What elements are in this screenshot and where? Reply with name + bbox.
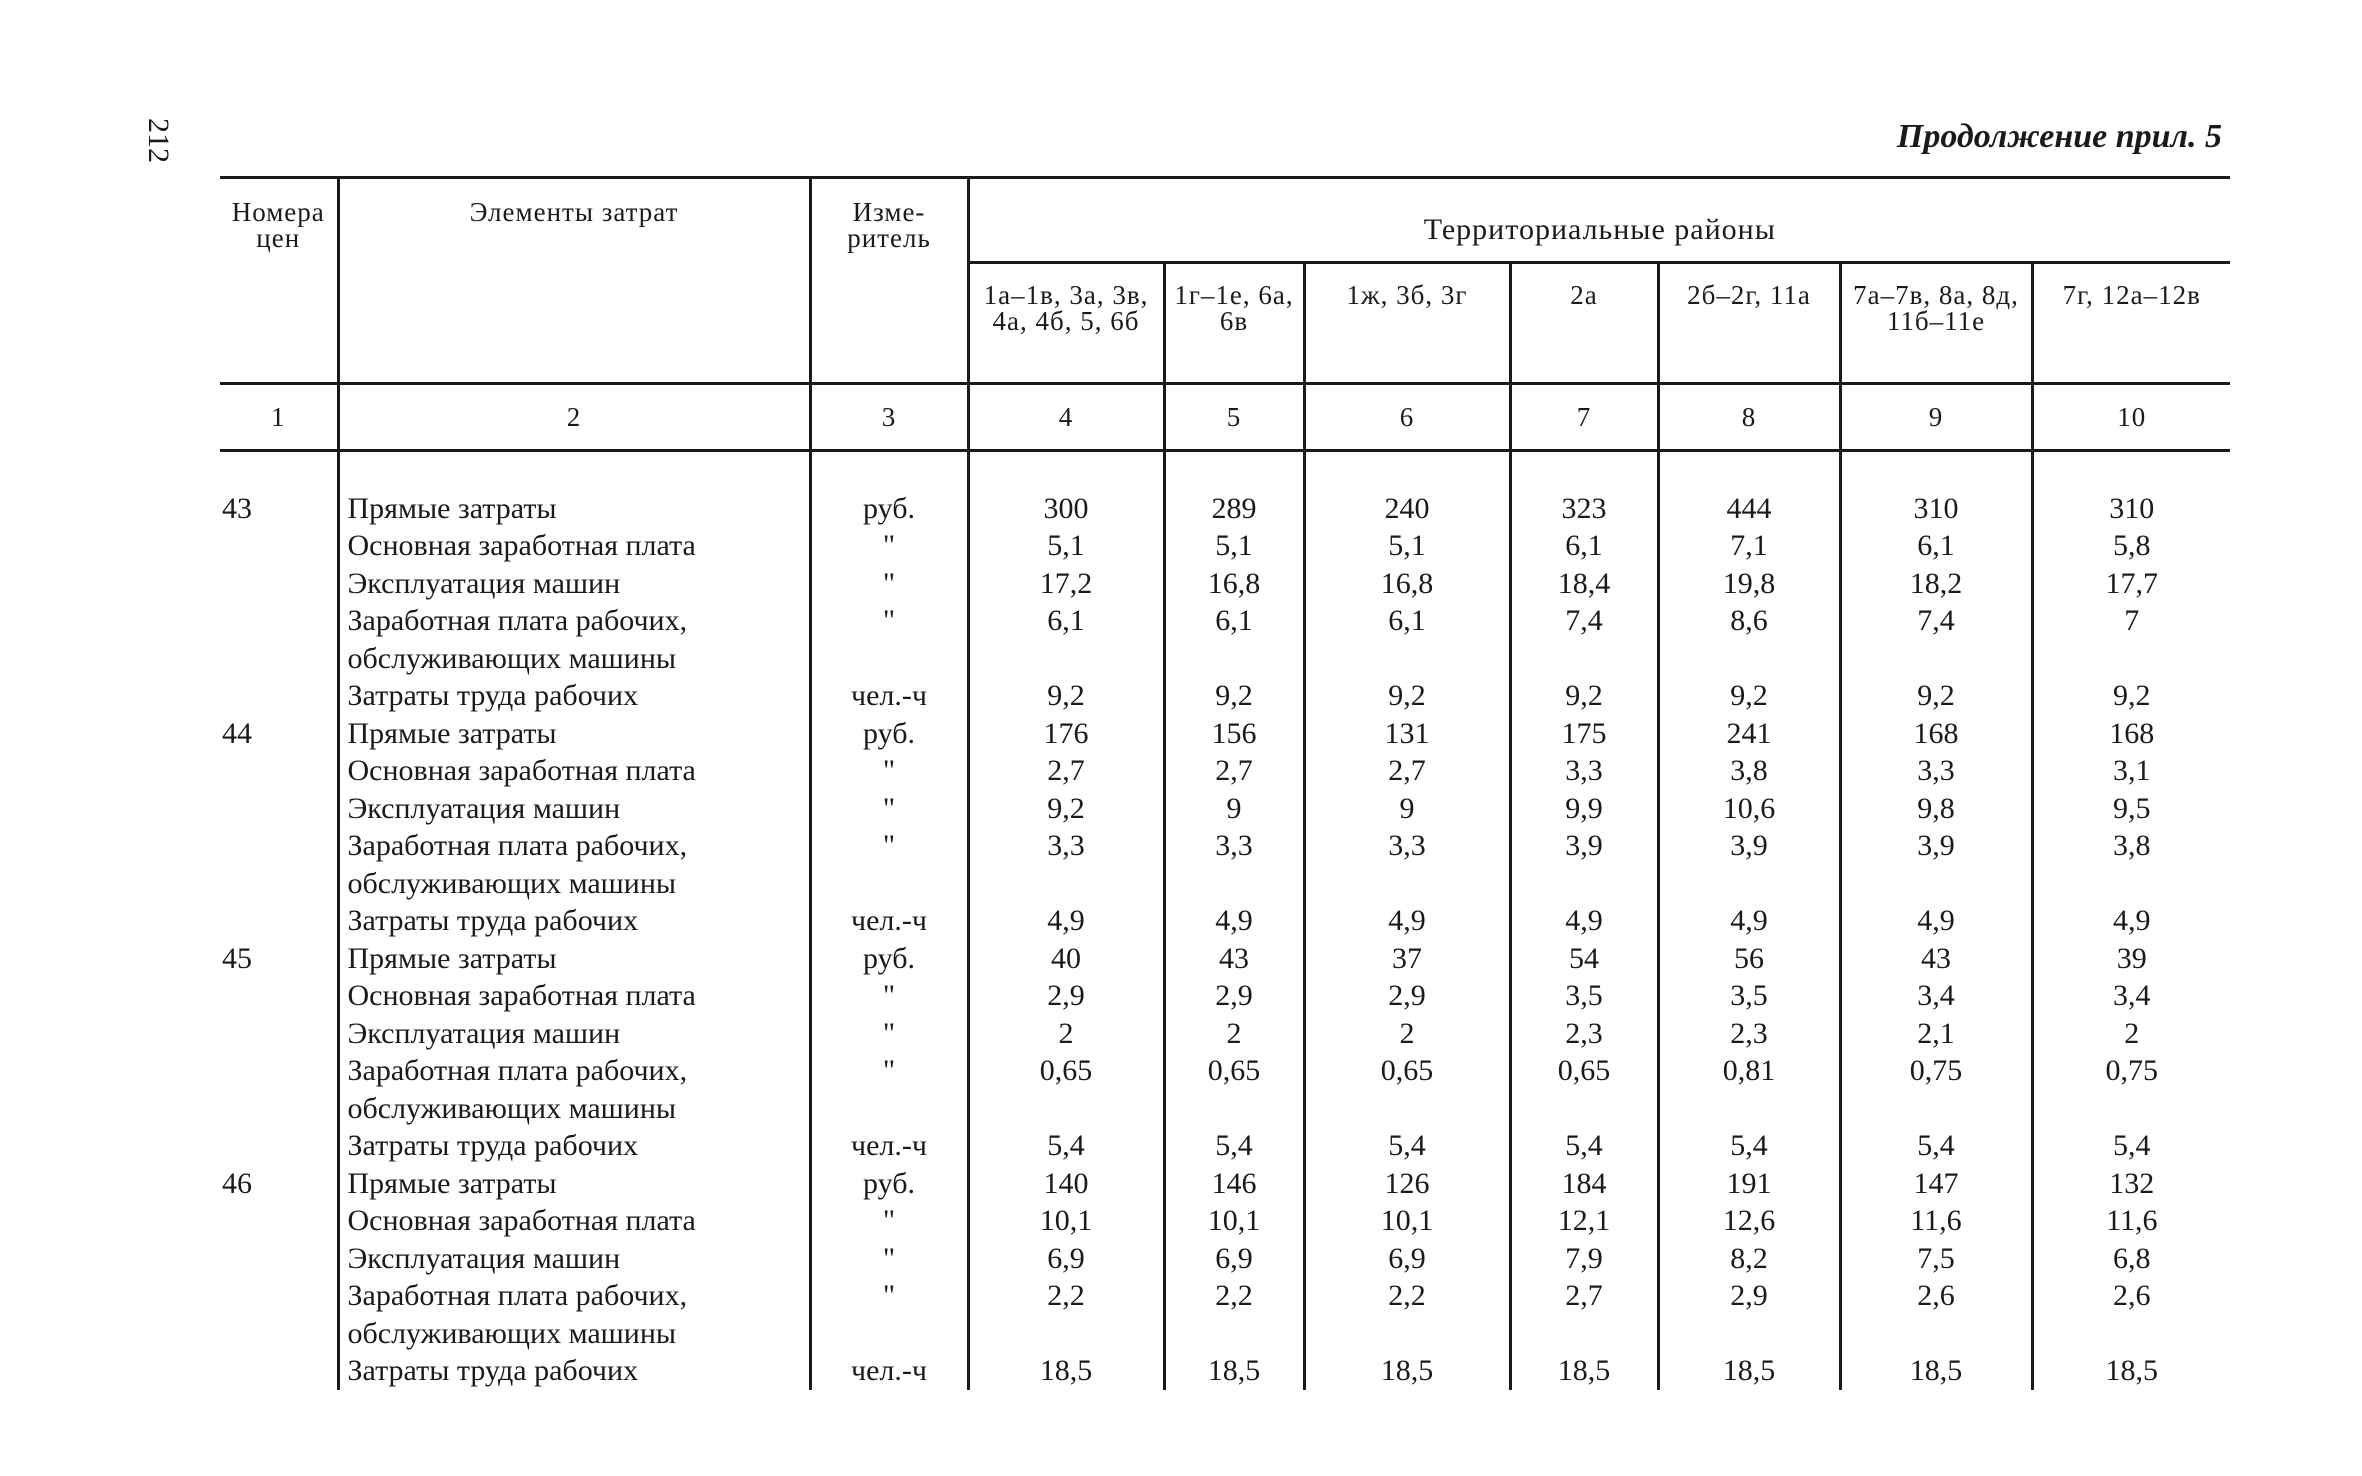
value-cell: 6,1 xyxy=(1510,527,1658,565)
value-cell: 18,5 xyxy=(2032,1352,2230,1390)
header-district-group: 7г, 12а–12в xyxy=(2032,263,2230,384)
value-cell: 7,9 xyxy=(1510,1240,1658,1278)
value-cell: 147 xyxy=(1840,1165,2032,1203)
value-cell: 6,9 xyxy=(968,1240,1164,1278)
value-cell: 2,9 xyxy=(1164,977,1304,1015)
value-cell: 2,9 xyxy=(1304,977,1510,1015)
cost-element-cell: Заработная плата рабочих, обслуживающих машины xyxy=(338,602,810,677)
cost-element-cell: Прямые затраты xyxy=(338,1165,810,1203)
value-cell: 3,8 xyxy=(2032,827,2230,902)
value-cell: 444 xyxy=(1658,490,1840,528)
price-number-cell xyxy=(220,1015,338,1053)
unit-cell: руб. xyxy=(810,715,968,753)
value-cell: 11,6 xyxy=(2032,1202,2230,1240)
unit-cell: " xyxy=(810,602,968,677)
value-cell: 19,8 xyxy=(1658,565,1840,603)
price-number-cell xyxy=(220,1240,338,1278)
cost-element-cell: Заработная плата рабочих, обслуживающих машины xyxy=(338,827,810,902)
value-cell: 16,8 xyxy=(1304,565,1510,603)
value-cell: 6,1 xyxy=(1304,602,1510,677)
value-cell: 8,6 xyxy=(1658,602,1840,677)
table-row xyxy=(220,677,2230,715)
value-cell: 2,6 xyxy=(2032,1277,2230,1352)
value-cell: 11,6 xyxy=(1840,1202,2032,1240)
cost-element-cell: Эксплуатация машин xyxy=(338,1240,810,1278)
value-cell: 2,3 xyxy=(1510,1015,1658,1053)
value-cell: 146 xyxy=(1164,1165,1304,1203)
price-number-cell xyxy=(220,1277,338,1352)
value-cell: 4,9 xyxy=(1164,902,1304,940)
price-number-cell xyxy=(220,677,338,715)
value-cell: 0,65 xyxy=(1164,1052,1304,1127)
table-row xyxy=(220,790,2230,828)
value-cell: 2,3 xyxy=(1658,1015,1840,1053)
unit-cell: " xyxy=(810,790,968,828)
value-cell: 6,9 xyxy=(1304,1240,1510,1278)
value-cell: 56 xyxy=(1658,940,1840,978)
value-cell: 5,1 xyxy=(1304,527,1510,565)
unit-cell: чел.-ч xyxy=(810,1127,968,1165)
value-cell: 2,9 xyxy=(968,977,1164,1015)
value-cell: 2,7 xyxy=(1164,752,1304,790)
value-cell: 2,7 xyxy=(968,752,1164,790)
value-cell: 5,4 xyxy=(968,1127,1164,1165)
value-cell: 3,4 xyxy=(1840,977,2032,1015)
table-row xyxy=(220,1015,2230,1053)
price-number-cell xyxy=(220,1352,338,1390)
table-row xyxy=(220,527,2230,565)
table-row xyxy=(220,1240,2230,1278)
price-number-cell xyxy=(220,565,338,603)
price-number-cell xyxy=(220,902,338,940)
unit-cell: " xyxy=(810,827,968,902)
unit-cell: " xyxy=(810,977,968,1015)
value-cell: 2,7 xyxy=(1304,752,1510,790)
price-number-cell xyxy=(220,1202,338,1240)
table-row xyxy=(220,1202,2230,1240)
value-cell: 10,1 xyxy=(1164,1202,1304,1240)
value-cell: 4,9 xyxy=(2032,902,2230,940)
unit-cell: " xyxy=(810,1015,968,1053)
value-cell: 3,1 xyxy=(2032,752,2230,790)
value-cell: 2 xyxy=(2032,1015,2230,1053)
value-cell: 18,5 xyxy=(1510,1352,1658,1390)
value-cell: 3,4 xyxy=(2032,977,2230,1015)
value-cell: 5,4 xyxy=(1164,1127,1304,1165)
value-cell: 2,2 xyxy=(1304,1277,1510,1352)
unit-cell: руб. xyxy=(810,940,968,978)
cost-element-cell: Затраты труда рабочих xyxy=(338,677,810,715)
table-row xyxy=(220,565,2230,603)
value-cell: 8,2 xyxy=(1658,1240,1840,1278)
table-row xyxy=(220,752,2230,790)
value-cell: 131 xyxy=(1304,715,1510,753)
value-cell: 176 xyxy=(968,715,1164,753)
value-cell: 300 xyxy=(968,490,1164,528)
unit-cell: чел.-ч xyxy=(810,1352,968,1390)
value-cell: 3,8 xyxy=(1658,752,1840,790)
table-row xyxy=(220,490,2230,528)
header-district-group: 1ж, 3б, 3г xyxy=(1304,263,1510,384)
header-district-group: 2а xyxy=(1510,263,1658,384)
value-cell: 289 xyxy=(1164,490,1304,528)
value-cell: 12,6 xyxy=(1658,1202,1840,1240)
value-cell: 2 xyxy=(968,1015,1164,1053)
value-cell: 0,65 xyxy=(968,1052,1164,1127)
value-cell: 43 xyxy=(1840,940,2032,978)
value-cell: 5,4 xyxy=(2032,1127,2230,1165)
value-cell: 140 xyxy=(968,1165,1164,1203)
value-cell: 3,5 xyxy=(1658,977,1840,1015)
cost-element-cell: Прямые затраты xyxy=(338,715,810,753)
value-cell: 2,6 xyxy=(1840,1277,2032,1352)
value-cell: 18,4 xyxy=(1510,565,1658,603)
price-number-cell xyxy=(220,977,338,1015)
value-cell: 39 xyxy=(2032,940,2230,978)
value-cell: 9,2 xyxy=(1840,677,2032,715)
column-number: 7 xyxy=(1510,384,1658,451)
value-cell: 17,7 xyxy=(2032,565,2230,603)
column-number: 6 xyxy=(1304,384,1510,451)
unit-cell: " xyxy=(810,1277,968,1352)
cost-element-cell: Основная заработная плата xyxy=(338,752,810,790)
value-cell: 9,5 xyxy=(2032,790,2230,828)
column-number: 2 xyxy=(338,384,810,451)
cost-element-cell: Эксплуатация машин xyxy=(338,565,810,603)
value-cell: 5,4 xyxy=(1658,1127,1840,1165)
table-row xyxy=(220,1165,2230,1203)
value-cell: 7,4 xyxy=(1840,602,2032,677)
column-number: 10 xyxy=(2032,384,2230,451)
unit-cell: " xyxy=(810,1052,968,1127)
table-body xyxy=(220,451,2230,1390)
cost-element-cell: Затраты труда рабочих xyxy=(338,902,810,940)
value-cell: 5,4 xyxy=(1840,1127,2032,1165)
value-cell: 9,2 xyxy=(1510,677,1658,715)
value-cell: 126 xyxy=(1304,1165,1510,1203)
value-cell: 9,2 xyxy=(968,790,1164,828)
table-row xyxy=(220,827,2230,902)
value-cell: 2,1 xyxy=(1840,1015,2032,1053)
unit-cell: чел.-ч xyxy=(810,902,968,940)
price-number-cell xyxy=(220,527,338,565)
unit-cell: " xyxy=(810,1240,968,1278)
value-cell: 43 xyxy=(1164,940,1304,978)
value-cell: 6,9 xyxy=(1164,1240,1304,1278)
value-cell: 7,1 xyxy=(1658,527,1840,565)
value-cell: 6,8 xyxy=(2032,1240,2230,1278)
value-cell: 168 xyxy=(2032,715,2230,753)
header-cost-elements: Элементы затрат xyxy=(338,178,810,384)
cost-element-cell: Основная заработная плата xyxy=(338,1202,810,1240)
price-number-cell: 45 xyxy=(222,941,252,975)
value-cell: 241 xyxy=(1658,715,1840,753)
value-cell: 3,3 xyxy=(1304,827,1510,902)
column-number: 9 xyxy=(1840,384,2032,451)
unit-cell: руб. xyxy=(810,490,968,528)
header-price-numbers: Номера цен xyxy=(220,178,338,384)
table-row xyxy=(220,977,2230,1015)
cost-element-cell: Затраты труда рабочих xyxy=(338,1127,810,1165)
value-cell: 18,5 xyxy=(1840,1352,2032,1390)
value-cell: 3,3 xyxy=(1164,827,1304,902)
value-cell: 9,2 xyxy=(2032,677,2230,715)
price-number-cell xyxy=(220,1052,338,1127)
cost-element-cell: Прямые затраты xyxy=(338,940,810,978)
unit-cell: " xyxy=(810,752,968,790)
value-cell: 3,3 xyxy=(1510,752,1658,790)
value-cell: 175 xyxy=(1510,715,1658,753)
column-number: 1 xyxy=(220,384,338,451)
value-cell: 0,81 xyxy=(1658,1052,1840,1127)
header-district-group: 1а–1в, 3а, 3в, 4а, 4б, 5, 6б xyxy=(968,263,1164,384)
value-cell: 4,9 xyxy=(968,902,1164,940)
price-number-cell xyxy=(220,752,338,790)
value-cell: 9,9 xyxy=(1510,790,1658,828)
price-number-cell xyxy=(220,827,338,902)
cost-element-cell: Прямые затраты xyxy=(338,490,810,528)
value-cell: 2,7 xyxy=(1510,1277,1658,1352)
header-district-group: 7а–7в, 8а, 8д, 11б–11е xyxy=(1840,263,2032,384)
table-row xyxy=(220,1277,2230,1352)
value-cell: 3,9 xyxy=(1840,827,2032,902)
cost-table xyxy=(220,176,2230,1390)
header-unit: Изме-ритель xyxy=(810,178,968,384)
value-cell: 9,2 xyxy=(1658,677,1840,715)
value-cell: 18,5 xyxy=(1658,1352,1840,1390)
price-number-cell xyxy=(220,602,338,677)
unit-cell: руб. xyxy=(810,1165,968,1203)
table-row xyxy=(220,1127,2230,1165)
value-cell: 9,2 xyxy=(1304,677,1510,715)
value-cell: 184 xyxy=(1510,1165,1658,1203)
table-row xyxy=(220,715,2230,753)
value-cell: 3,9 xyxy=(1510,827,1658,902)
price-number-cell xyxy=(220,790,338,828)
value-cell: 18,2 xyxy=(1840,565,2032,603)
table-row xyxy=(220,940,2230,978)
value-cell: 40 xyxy=(968,940,1164,978)
value-cell: 17,2 xyxy=(968,565,1164,603)
value-cell: 5,1 xyxy=(968,527,1164,565)
column-number: 4 xyxy=(968,384,1164,451)
value-cell: 191 xyxy=(1658,1165,1840,1203)
cost-element-cell: Затраты труда рабочих xyxy=(338,1352,810,1390)
value-cell: 168 xyxy=(1840,715,2032,753)
value-cell: 6,1 xyxy=(1840,527,2032,565)
value-cell: 156 xyxy=(1164,715,1304,753)
value-cell: 7,5 xyxy=(1840,1240,2032,1278)
value-cell: 132 xyxy=(2032,1165,2230,1203)
table-row xyxy=(220,1352,2230,1390)
cost-element-cell: Заработная плата рабочих, обслуживающих машины xyxy=(338,1052,810,1127)
column-number: 5 xyxy=(1164,384,1304,451)
value-cell: 3,3 xyxy=(1840,752,2032,790)
value-cell: 310 xyxy=(2032,490,2230,528)
value-cell: 2,9 xyxy=(1658,1277,1840,1352)
value-cell: 0,75 xyxy=(2032,1052,2230,1127)
value-cell: 240 xyxy=(1304,490,1510,528)
value-cell: 323 xyxy=(1510,490,1658,528)
value-cell: 9,8 xyxy=(1840,790,2032,828)
header-district-group: 1г–1е, 6а, 6в xyxy=(1164,263,1304,384)
value-cell: 54 xyxy=(1510,940,1658,978)
value-cell: 3,5 xyxy=(1510,977,1658,1015)
cost-element-cell: Эксплуатация машин xyxy=(338,790,810,828)
value-cell: 12,1 xyxy=(1510,1202,1658,1240)
table-row xyxy=(220,902,2230,940)
value-cell: 2 xyxy=(1304,1015,1510,1053)
cost-element-cell: Эксплуатация машин xyxy=(338,1015,810,1053)
page-number: 212 xyxy=(142,118,175,163)
unit-cell: " xyxy=(810,1202,968,1240)
value-cell: 10,1 xyxy=(1304,1202,1510,1240)
value-cell: 9,2 xyxy=(1164,677,1304,715)
continuation-label: Продолжение прил. 5 xyxy=(1896,118,2222,155)
value-cell: 0,75 xyxy=(1840,1052,2032,1127)
table-row xyxy=(220,1052,2230,1127)
value-cell: 9 xyxy=(1164,790,1304,828)
value-cell: 5,8 xyxy=(2032,527,2230,565)
value-cell: 6,1 xyxy=(968,602,1164,677)
value-cell: 10,6 xyxy=(1658,790,1840,828)
cost-element-cell: Основная заработная плата xyxy=(338,977,810,1015)
value-cell: 0,65 xyxy=(1304,1052,1510,1127)
value-cell: 5,4 xyxy=(1304,1127,1510,1165)
value-cell: 18,5 xyxy=(968,1352,1164,1390)
value-cell: 310 xyxy=(1840,490,2032,528)
value-cell: 0,65 xyxy=(1510,1052,1658,1127)
header-territorial-districts: Территориальные районы xyxy=(968,178,2230,263)
value-cell: 4,9 xyxy=(1658,902,1840,940)
table-row xyxy=(220,602,2230,677)
column-number: 8 xyxy=(1658,384,1840,451)
price-number-cell: 44 xyxy=(222,716,252,750)
value-cell: 16,8 xyxy=(1164,565,1304,603)
value-cell: 7,4 xyxy=(1510,602,1658,677)
price-number-cell: 46 xyxy=(222,1166,252,1200)
column-number: 3 xyxy=(810,384,968,451)
value-cell: 4,9 xyxy=(1304,902,1510,940)
value-cell: 5,1 xyxy=(1164,527,1304,565)
value-cell: 6,1 xyxy=(1164,602,1304,677)
value-cell: 4,9 xyxy=(1510,902,1658,940)
value-cell: 2,2 xyxy=(968,1277,1164,1352)
unit-cell: " xyxy=(810,565,968,603)
value-cell: 5,4 xyxy=(1510,1127,1658,1165)
value-cell: 18,5 xyxy=(1164,1352,1304,1390)
header-district-group: 2б–2г, 11а xyxy=(1658,263,1840,384)
cost-element-cell: Основная заработная плата xyxy=(338,527,810,565)
unit-cell: " xyxy=(810,527,968,565)
price-number-cell xyxy=(220,1127,338,1165)
unit-cell: чел.-ч xyxy=(810,677,968,715)
value-cell: 3,3 xyxy=(968,827,1164,902)
value-cell: 9 xyxy=(1304,790,1510,828)
value-cell: 37 xyxy=(1304,940,1510,978)
value-cell: 18,5 xyxy=(1304,1352,1510,1390)
value-cell: 9,2 xyxy=(968,677,1164,715)
value-cell: 3,9 xyxy=(1658,827,1840,902)
value-cell: 2 xyxy=(1164,1015,1304,1053)
value-cell: 4,9 xyxy=(1840,902,2032,940)
value-cell: 7 xyxy=(2032,602,2230,677)
price-number-cell: 43 xyxy=(222,491,252,525)
value-cell: 2,2 xyxy=(1164,1277,1304,1352)
cost-element-cell: Заработная плата рабочих, обслуживающих машины xyxy=(338,1277,810,1352)
value-cell: 10,1 xyxy=(968,1202,1164,1240)
